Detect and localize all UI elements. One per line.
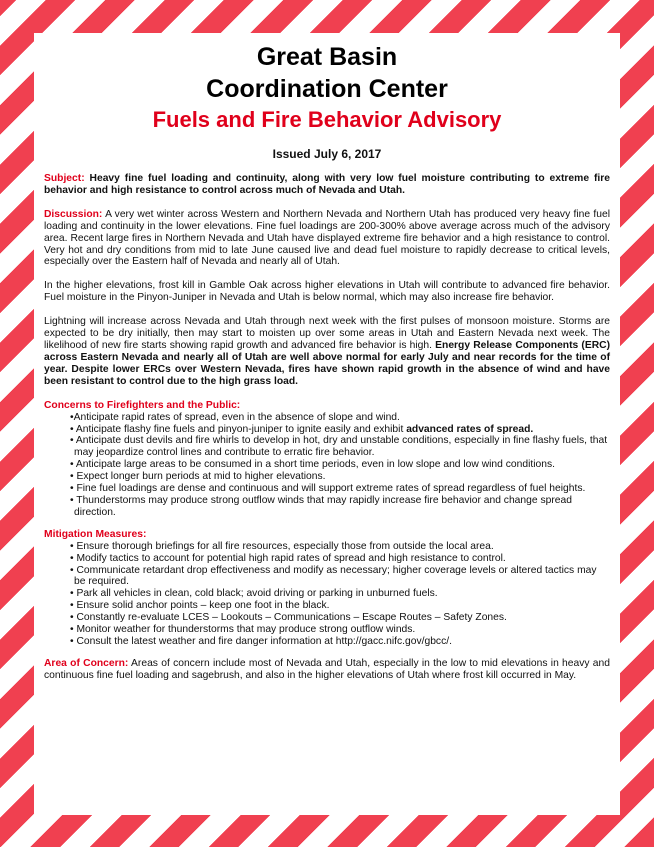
- list-item: • Park all vehicles in clean, cold black; avoid driving or parking in unburned fuels.: [70, 588, 438, 600]
- list-item: •Anticipate rapid rates of spread, even in the absence of slope and wind.: [70, 411, 400, 423]
- list-item: • Constantly re-evaluate LCES – Lookouts – Communications – Escape Routes – Safety Zones.: [70, 612, 507, 624]
- concerns-heading: Concerns to Firefighters and the Public:: [44, 399, 241, 411]
- list-item: • Anticipate dust devils and fire whirls to develop in hot, dry and unstable conditions, especially in fine flashy fuels, that may jeopardize control lines and contribute to erratic fire behavior.: [70, 435, 608, 459]
- discussion-paragraph-1: [44, 209, 610, 269]
- advisory-page: [34, 33, 620, 815]
- subject-text: Heavy fine fuel loading and continuity, along with very low fuel moisture contributing to extreme fire behavior and high resistance to control across much of Nevada and Utah.: [44, 173, 610, 196]
- list-item-bold-text: advanced rates of spread.: [406, 423, 534, 435]
- list-item: [70, 423, 610, 436]
- area-label: Area of Concern:: [44, 657, 129, 669]
- concerns-list: [44, 412, 610, 519]
- page-title-line1: Great Basin: [256, 43, 398, 71]
- discussion-paragraph-2: In the higher elevations, frost kill in Gamble Oak across higher elevations in Utah will contribute to advanced fire behavior. Fuel moisture in the Pinyon-Juniper in Nevada and Utah is below normal, which may also increase fire behavior.: [44, 280, 610, 304]
- list-item: • Expect longer burn periods at mid to higher elevations.: [70, 471, 326, 483]
- list-item: • Consult the latest weather and fire danger information at http://gacc.nifc.gov/gbcc/.: [70, 636, 452, 647]
- list-item: • Ensure solid anchor points – keep one foot in the black.: [70, 600, 330, 612]
- discussion-text-1: A very wet winter across Western and Northern Nevada and Northern Utah has produced very heavy fine fuel loading and continuity in the lower elevations. Fine fuel loadings are 200-300% above average across much of the advisory area. Recent large fires in Northern Nevada and Utah have displayed extreme fire behavior and a high resistance to control. Very hot and dry conditions from mid to late June caused live and dead fuel moisture to rapidly decrease to critical levels, especially over the Eastern half of Nevada and nearly all of Utah.: [44, 208, 611, 268]
- advisory-subtitle: Fuels and Fire Behavior Advisory: [152, 107, 502, 132]
- discussion-paragraph-3: [44, 316, 610, 387]
- discussion-label: Discussion:: [44, 208, 103, 220]
- area-of-concern-paragraph: [44, 658, 610, 682]
- subject-paragraph: [44, 173, 610, 197]
- list-item: • Communicate retardant drop effectiveness and modify as necessary; higher coverage levels or altered tactics may be required.: [70, 564, 597, 588]
- discussion-text-3-bold: Energy Release Components (ERC) across Eastern Nevada and nearly all of Utah are well above normal for early July and near records for the time of year. Despite lower ERCs over Western Nevada, fires have shown rapid growth in the absence of wind and have been resistant to control due to the high grass load.: [44, 339, 610, 387]
- list-item: • Anticipate large areas to be consumed in a short time periods, even in low slope and low wind conditions.: [70, 459, 555, 471]
- list-item: • Monitor weather for thunderstorms that may produce strong outflow winds.: [70, 624, 416, 636]
- area-text: Areas of concern include most of Nevada and Utah, especially in the low to mid elevations in heavy and continuous fine fuel loading and sagebrush, and also in the higher elevations of Utah where frost kill occurred in May.: [44, 657, 610, 681]
- mitigation-list: [44, 541, 610, 648]
- list-item: • Modify tactics to account for potential high rapid rates of spread and high resistance to control.: [70, 552, 506, 564]
- discussion-text-3: Lightning will increase across Nevada and Utah through next week with the first pulses of monsoon moisture. Storms are expected to be dry initially, then may start to moisten up over some areas in Utah and Eastern Nevada next week. The likelihood of new fire starts showing rapid growth and advanced fire behavior is high.: [44, 316, 610, 351]
- subject-label: Subject:: [44, 173, 85, 184]
- issued-date: Issued July 6, 2017: [272, 147, 382, 161]
- list-item: • Thunderstorms may produce strong outflow winds that may rapidly increase fire behavior and change spread direction.: [70, 494, 572, 518]
- mitigation-heading: Mitigation Measures:: [44, 528, 147, 540]
- page-title-line2: Coordination Center: [206, 75, 448, 103]
- list-item-text: • Anticipate flashy fine fuels and pinyon-juniper to ignite easily and exhibit: [70, 423, 404, 435]
- list-item: • Fine fuel loadings are dense and continuous and will support extreme rates of spread regardless of fuel heights.: [70, 483, 586, 495]
- list-item: • Ensure thorough briefings for all fire resources, especially those from outside the local area.: [70, 540, 494, 552]
